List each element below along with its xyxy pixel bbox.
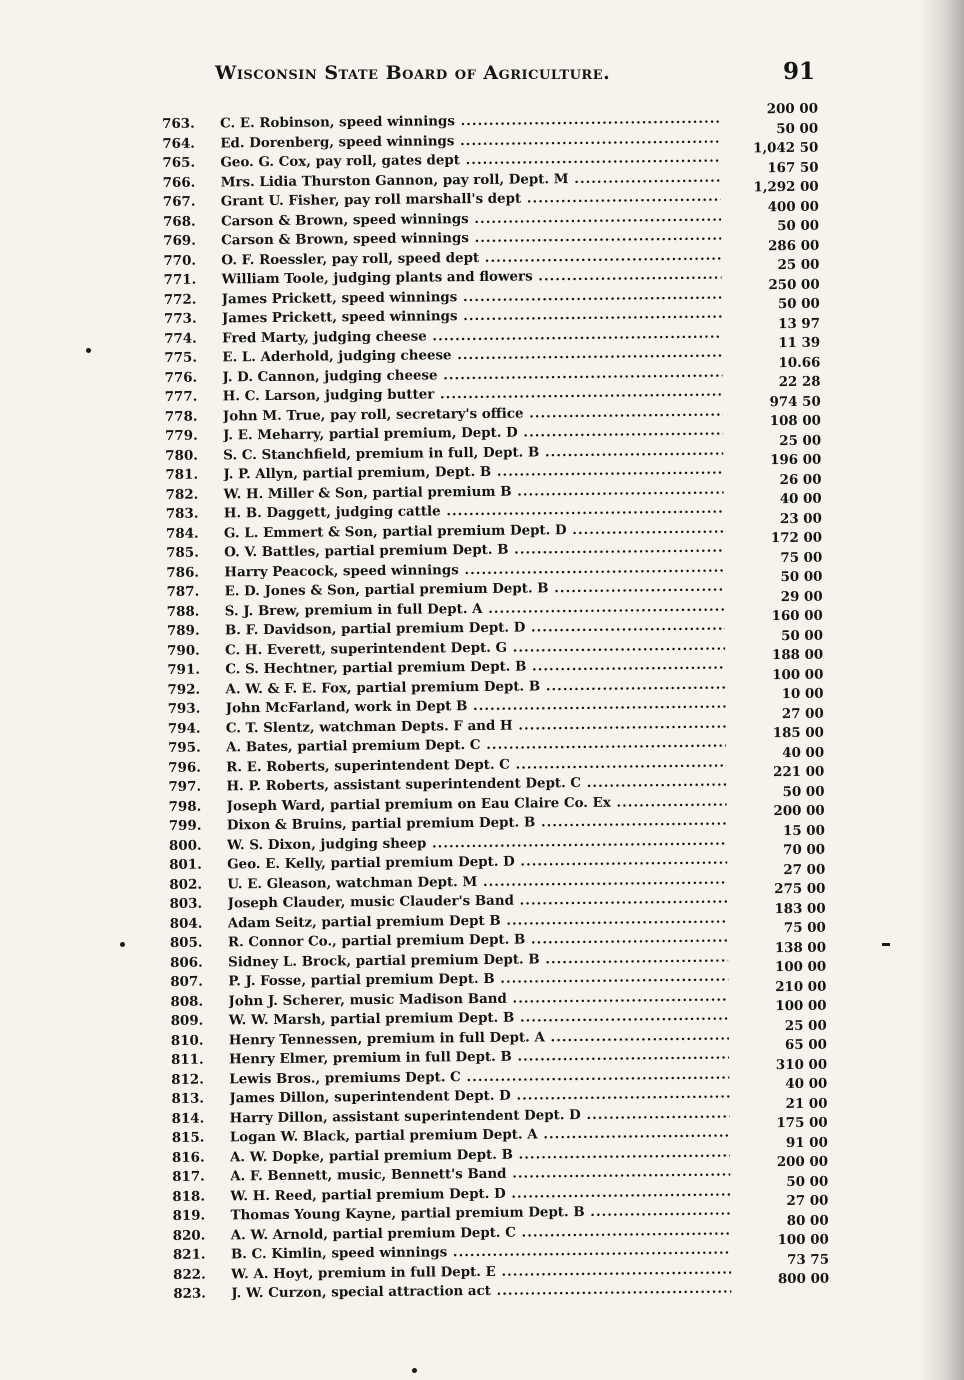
entry-description: S. C. Stanchfield, premium in full, Dept. B ..... <box>223 441 723 465</box>
margin-dot <box>120 942 125 947</box>
entry-description: W. A. Hoyt, premium in full Dept. E ..... <box>231 1260 731 1284</box>
ledger-entries <box>162 100 845 1315</box>
entry-amount: 27 00 <box>783 861 826 878</box>
entry-number: 817. <box>172 1168 205 1185</box>
entry-description: Logan W. Black, partial premium Dept. A ..... <box>230 1124 730 1148</box>
entry-description: H. C. Larson, judging butter ..... <box>223 383 723 407</box>
page-edge-shadow <box>918 0 964 1380</box>
entry-amount: 160 00 <box>771 607 823 625</box>
entry-description: R. E. Roberts, superintendent Dept. C ..... <box>226 753 726 777</box>
entry-amount: 200 00 <box>766 100 819 118</box>
entry-description: C. S. Hechtner, partial premium Dept. B ..... <box>225 656 725 680</box>
entry-number: 765. <box>162 154 196 171</box>
entry-amount: 25 00 <box>777 256 820 274</box>
entry-description: Harry Dillon, assistant superintendent Dept. D ..... <box>230 1104 730 1128</box>
entry-number: 768. <box>162 213 196 230</box>
entry-number: 781. <box>165 466 199 483</box>
entry-number: 790. <box>167 642 200 659</box>
entry-number: 821. <box>172 1246 206 1263</box>
entry-amount: 50 00 <box>776 120 819 137</box>
entry-number: 809. <box>170 1012 204 1029</box>
entry-amount: 75 00 <box>783 919 826 937</box>
entry-amount: 10 00 <box>781 685 824 703</box>
entry-number: 810. <box>170 1032 204 1049</box>
entry-description: A. W. Arnold, partial premium Dept. C ..... <box>231 1221 731 1245</box>
entry-number: 784. <box>165 525 199 542</box>
entry-number: 815. <box>171 1129 205 1146</box>
entry-description: W. S. Dixon, judging sheep ..... <box>227 831 727 855</box>
entry-amount: 27 00 <box>786 1192 829 1210</box>
entry-number: 786. <box>166 564 200 581</box>
entry-amount: 50 00 <box>780 568 823 586</box>
entry-amount: 50 00 <box>777 295 820 313</box>
entry-description: John McFarland, work in Dept B ..... <box>226 695 726 719</box>
entry-number: 802. <box>169 876 203 893</box>
entry-amount: 800 00 <box>777 1270 830 1288</box>
entry-description: Sidney L. Brock, partial premium Dept. B ..... <box>228 948 728 972</box>
entry-amount: 91 00 <box>785 1134 828 1151</box>
entry-number: 787. <box>166 583 200 600</box>
entry-number: 816. <box>171 1149 205 1166</box>
page-number: 91 <box>782 58 815 85</box>
entry-description: E. D. Jones & Son, partial premium Dept. B ..... <box>224 578 724 602</box>
entry-description: O. F. Roessler, pay roll, speed dept ..... <box>221 246 721 270</box>
entry-amount: 196 00 <box>770 451 822 469</box>
entry-description: W. H. Reed, partial premium Dept. D ..... <box>230 1182 730 1206</box>
entry-description: James Prickett, speed winnings ..... <box>222 285 722 309</box>
entry-amount: 75 00 <box>780 549 823 566</box>
entry-amount: 27 00 <box>781 705 824 722</box>
entry-description: P. J. Fosse, partial premium Dept. B ..... <box>228 968 728 992</box>
entry-number: 806. <box>170 954 203 971</box>
entry-amount: 974 50 <box>769 393 821 410</box>
entry-number: 788. <box>166 603 200 620</box>
entry-amount: 22 28 <box>778 373 821 391</box>
entry-number: 791. <box>167 661 201 678</box>
entry-number: 782. <box>165 486 199 503</box>
entry-description: R. Connor Co., partial premium Dept. B ..... <box>228 929 728 953</box>
entry-amount: 50 00 <box>782 783 825 800</box>
entry-description: John J. Scherer, music Madison Band ..... <box>228 987 728 1011</box>
entry-description: Carson & Brown, speed winnings ..... <box>221 207 721 231</box>
running-title: Wisconsin State Board of Agriculture. <box>215 62 611 84</box>
entry-number: 769. <box>163 232 196 249</box>
entry-number: 807. <box>170 973 204 990</box>
entry-description: Adam Seitz, partial premium Dept B ..... <box>228 909 728 933</box>
entry-description: Carson & Brown, speed winnings ..... <box>221 227 721 251</box>
entry-number: 780. <box>165 447 198 464</box>
entry-description: Lewis Bros., premiums Dept. C ..... <box>229 1065 729 1089</box>
entry-number: 764. <box>162 135 195 152</box>
entry-number: 812. <box>171 1071 204 1088</box>
entry-description: Grant U. Fisher, pay roll marshall's dept ..... <box>221 188 721 212</box>
entry-number: 808. <box>170 993 204 1010</box>
entry-number: 801. <box>169 856 202 873</box>
entry-amount: 80 00 <box>786 1212 829 1229</box>
entry-description: Harry Peacock, speed winnings ..... <box>224 558 724 582</box>
entry-number: 800. <box>168 837 202 854</box>
entry-amount: 185 00 <box>772 724 825 742</box>
entry-amount: 1,292 00 <box>753 178 819 196</box>
margin-dot <box>412 1368 417 1373</box>
entry-amount: 25 00 <box>784 1017 827 1034</box>
entry-amount: 210 00 <box>775 978 827 995</box>
entry-description: Joseph Clauder, music Clauder's Band ..... <box>227 890 727 914</box>
entry-number: 773. <box>163 310 197 327</box>
entry-number: 779. <box>165 427 198 444</box>
entry-description: Ed. Dorenberg, speed winnings ..... <box>220 129 720 153</box>
entry-number: 767. <box>162 193 196 210</box>
entry-number: 772. <box>163 291 197 308</box>
entry-amount: 1,042 50 <box>753 139 819 157</box>
entry-amount: 40 00 <box>785 1075 828 1093</box>
entry-description: J. W. Curzon, special attraction act ..... <box>231 1280 731 1304</box>
entry-number: 771. <box>163 271 197 288</box>
entry-amount: 23 00 <box>779 510 822 527</box>
entry-amount: 172 00 <box>770 529 823 547</box>
entry-amount: 138 00 <box>774 939 827 956</box>
entry-description: J. P. Allyn, partial premium, Dept. B ..... <box>223 461 723 485</box>
entry-number: 775. <box>164 349 198 366</box>
entry-number: 820. <box>172 1227 206 1244</box>
entry-description: H. P. Roberts, assistant superintendent Dept. C ..... <box>226 773 726 797</box>
entry-number: 811. <box>170 1051 204 1068</box>
entry-description: A. W. & F. E. Fox, partial premium Dept. B ..... <box>225 675 725 699</box>
entry-amount: 100 00 <box>775 997 827 1015</box>
entry-amount: 13 97 <box>778 315 821 332</box>
entry-number: 803. <box>169 895 203 912</box>
entry-amount: 21 00 <box>785 1095 828 1112</box>
entry-description: James Prickett, speed winnings ..... <box>222 305 722 329</box>
entry-description: Henry Elmer, premium in full Dept. B ..... <box>229 1046 729 1070</box>
entry-amount: 275 00 <box>774 880 826 898</box>
entry-description: C. E. Robinson, speed winnings ..... <box>220 110 720 134</box>
entry-amount: 310 00 <box>775 1056 828 1073</box>
entry-amount: 11 39 <box>778 334 821 352</box>
entry-description: O. V. Battles, partial premium Dept. B ..... <box>224 539 724 563</box>
margin-dash <box>882 943 890 946</box>
entry-number: 778. <box>164 408 198 425</box>
entry-amount: 40 00 <box>779 490 822 508</box>
entry-amount: 29 00 <box>780 588 823 605</box>
entry-amount: 25 00 <box>779 432 822 449</box>
entry-description: Mrs. Lidia Thurston Gannon, pay roll, Dept. M ..... <box>221 168 721 192</box>
entry-amount: 15 00 <box>782 822 825 839</box>
entry-amount: 175 00 <box>776 1114 828 1132</box>
entry-number: 814. <box>171 1110 205 1127</box>
entry-description: B. F. Davidson, partial premium Dept. D ..... <box>225 617 725 641</box>
entry-number: 774. <box>164 330 197 347</box>
entry-description: U. E. Gleason, watchman Dept. M ..... <box>227 870 727 894</box>
entry-amount: 188 00 <box>771 646 824 664</box>
entry-number: 783. <box>165 505 199 522</box>
entry-amount: 50 00 <box>786 1173 829 1190</box>
entry-number: 785. <box>166 544 199 561</box>
entry-number: 776. <box>164 369 198 386</box>
entry-description: James Dillon, superintendent Dept. D ..... <box>229 1085 729 1109</box>
entry-number: 823. <box>173 1285 207 1302</box>
entry-description: G. L. Emmert & Son, partial premium Dept. D ..... <box>224 519 724 543</box>
entry-amount: 167 50 <box>767 159 819 176</box>
entry-amount: 250 00 <box>768 276 820 293</box>
entry-description: J. E. Meharry, partial premium, Dept. D ..... <box>223 422 723 446</box>
entry-description: W. H. Miller & Son, partial premium B ..... <box>224 480 724 504</box>
entry-amount: 50 00 <box>781 627 824 644</box>
entry-number: 777. <box>164 388 198 405</box>
entry-number: 813. <box>171 1090 205 1107</box>
entry-number: 789. <box>166 622 200 639</box>
entry-description: E. L. Aderhold, judging cheese ..... <box>222 344 722 368</box>
entry-number: 794. <box>167 720 201 737</box>
entry-description: John M. True, pay roll, secretary's office ..... <box>223 402 723 426</box>
entry-amount: 400 00 <box>767 198 819 215</box>
entry-amount: 70 00 <box>783 841 826 859</box>
entry-description: A. Bates, partial premium Dept. C ..... <box>226 734 726 758</box>
entry-number: 766. <box>162 174 196 191</box>
entry-description: William Toole, judging plants and flowers ..... <box>221 266 721 290</box>
entry-description: Dixon & Bruins, partial premium Dept. B ..... <box>227 812 727 836</box>
entry-number: 818. <box>172 1188 206 1205</box>
entry-number: 770. <box>163 252 197 269</box>
entry-number: 793. <box>167 700 201 717</box>
entry-description: A. F. Bennett, music, Bennett's Band ..... <box>230 1163 730 1187</box>
entry-number: 798. <box>168 798 202 815</box>
entry-amount: 73 75 <box>787 1251 830 1268</box>
entry-amount: 26 00 <box>779 471 822 488</box>
entry-description: S. J. Brew, premium in full Dept. A ..... <box>225 597 725 621</box>
entry-description: W. W. Marsh, partial premium Dept. B ..... <box>229 1007 729 1031</box>
margin-dot <box>86 348 91 353</box>
page-header <box>215 58 815 92</box>
entry-number: 763. <box>162 115 195 132</box>
entry-description: B. C. Kimlin, speed winnings ..... <box>231 1241 731 1265</box>
entry-description: Fred Marty, judging cheese ..... <box>222 324 722 348</box>
entry-description: H. B. Daggett, judging cattle ..... <box>224 500 724 524</box>
entry-amount: 65 00 <box>784 1036 828 1054</box>
entry-number: 799. <box>168 817 202 834</box>
entry-description: Henry Tennessen, premium in full Dept. A ..... <box>229 1026 729 1050</box>
entry-description: C. H. Everett, superintendent Dept. G ..... <box>225 636 725 660</box>
entry-number: 805. <box>169 934 203 951</box>
entry-amount: 108 00 <box>769 412 822 430</box>
entry-description: Geo. E. Kelly, partial premium Dept. D ..... <box>227 851 727 875</box>
entry-amount: 10.66 <box>778 354 821 371</box>
entry-description: C. T. Slentz, watchman Depts. F and H ..... <box>226 714 726 738</box>
entry-description: Thomas Young Kayne, partial premium Dept. B ..... <box>230 1202 730 1226</box>
entry-description: Joseph Ward, partial premium on Eau Claire Co. Ex ..... <box>227 792 727 816</box>
entry-amount: 100 00 <box>774 958 827 976</box>
entry-amount: 286 00 <box>767 237 820 254</box>
entry-description: A. W. Dopke, partial premium Dept. B ..... <box>230 1143 730 1167</box>
entry-amount: 100 00 <box>772 666 824 683</box>
entry-amount: 200 00 <box>776 1153 829 1171</box>
entry-amount: 40 00 <box>782 744 825 761</box>
entry-description: J. D. Cannon, judging cheese ..... <box>222 363 722 387</box>
entry-amount: 200 00 <box>773 802 825 820</box>
entry-amount: 100 00 <box>777 1231 829 1249</box>
entry-amount: 50 00 <box>777 217 820 235</box>
entry-number: 822. <box>173 1266 206 1283</box>
entry-amount: 221 00 <box>773 763 825 781</box>
entry-description: Geo. G. Cox, pay roll, gates dept ..... <box>220 149 720 173</box>
entry-number: 819. <box>172 1207 206 1224</box>
entry-number: 796. <box>168 759 201 776</box>
entry-number: 797. <box>168 778 202 795</box>
entry-number: 804. <box>169 915 203 932</box>
entry-amount: 183 00 <box>774 900 826 917</box>
entry-number: 795. <box>167 739 201 756</box>
entry-number: 792. <box>167 681 201 698</box>
